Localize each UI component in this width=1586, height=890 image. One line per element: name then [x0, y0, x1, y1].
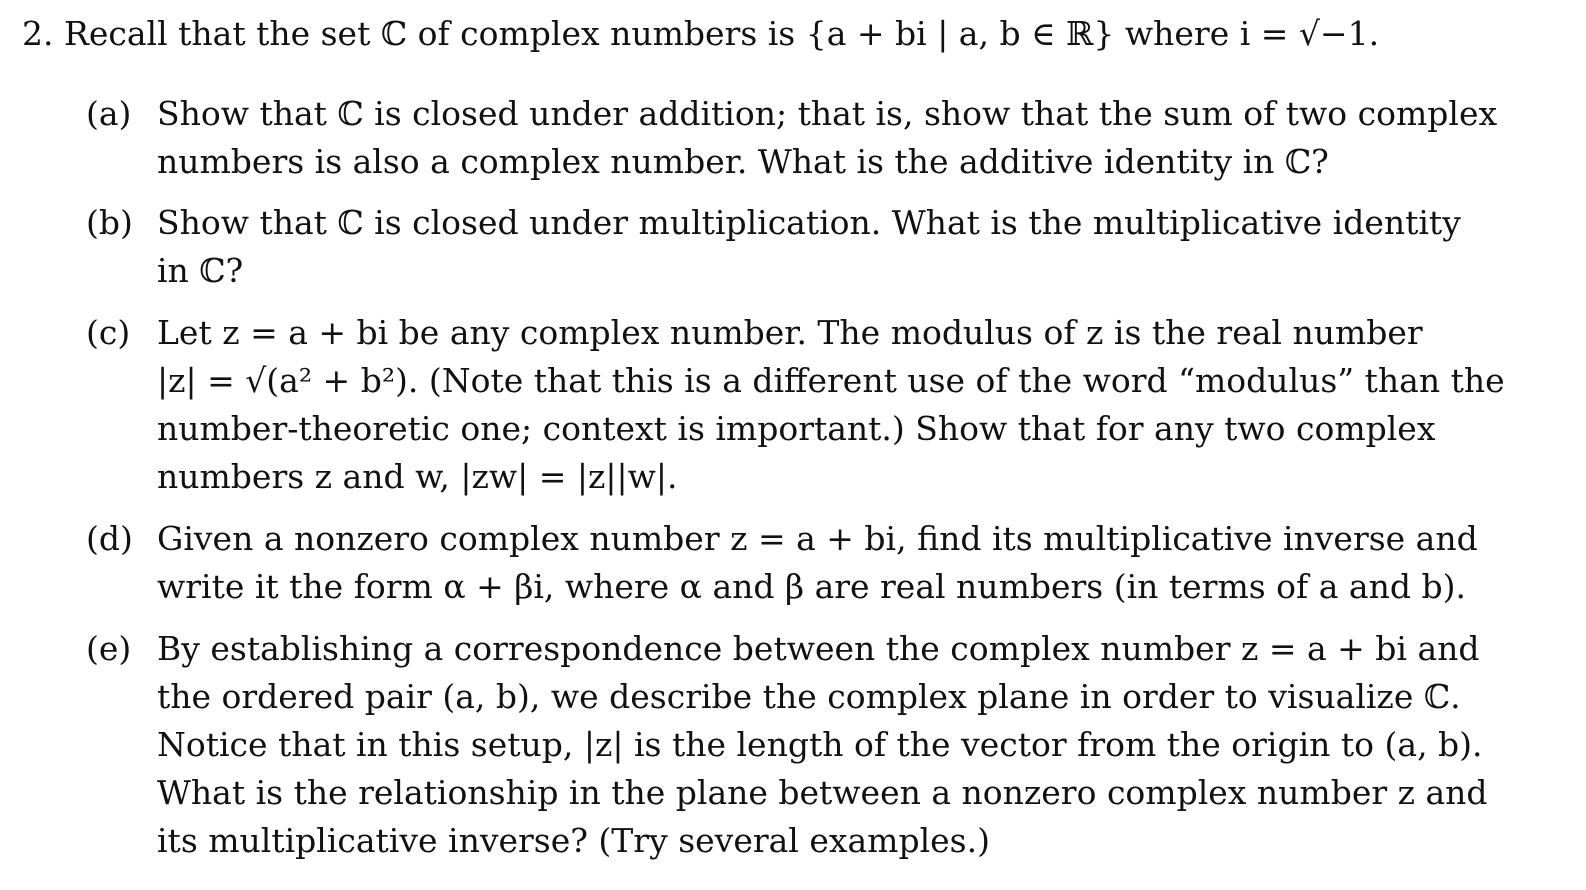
part-c-line-2: |z| = √(a² + b²). (Note that this is a different use of the word “modulus” than the [157, 361, 1505, 400]
part-e-line-3: Notice that in this setup, |z| is the length of the vector from the origin to (a, b). [157, 725, 1483, 764]
part-d-label: (d) [86, 519, 133, 558]
part-c-line-3: number-theoretic one; context is important.) Show that for any two complex [157, 409, 1436, 448]
part-e-line-5: its multiplicative inverse? (Try several examples.) [157, 821, 990, 860]
part-e-line-1: By establishing a correspondence between the complex number z = a + bi and [157, 629, 1480, 668]
part-c-line-1: Let z = a + bi be any complex number. The modulus of z is the real number [157, 313, 1423, 352]
part-b-label: (b) [86, 203, 133, 242]
problem-intro-line [22, 14, 1379, 54]
part-e-label: (e) [86, 629, 132, 668]
part-c-line-4: numbers z and w, |zw| = |z||w|. [157, 457, 678, 496]
part-d-line-2: write it the form α + βi, where α and β are real numbers (in terms of a and b). [157, 567, 1466, 606]
problem-number: 2. [22, 14, 54, 53]
part-a-line-2: numbers is also a complex number. What is the additive identity in ℂ? [157, 142, 1329, 181]
part-e-line-2: the ordered pair (a, b), we describe the complex plane in order to visualize ℂ. [157, 677, 1461, 716]
part-e-line-4: What is the relationship in the plane between a nonzero complex number z and [157, 773, 1488, 812]
part-a-label: (a) [86, 94, 132, 133]
part-d-line-1: Given a nonzero complex number z = a + bi, find its multiplicative inverse and [157, 519, 1478, 558]
part-a-line-1: Show that ℂ is closed under addition; that is, show that the sum of two complex [157, 94, 1498, 133]
problem-intro: Recall that the set ℂ of complex numbers is {a + bi | a, b ∈ ℝ} where i = √−1. [64, 14, 1380, 53]
part-b-line-1: Show that ℂ is closed under multiplication. What is the multiplicative identity [157, 203, 1461, 242]
part-c-label: (c) [86, 313, 131, 352]
part-b-line-2: in ℂ? [157, 251, 244, 290]
